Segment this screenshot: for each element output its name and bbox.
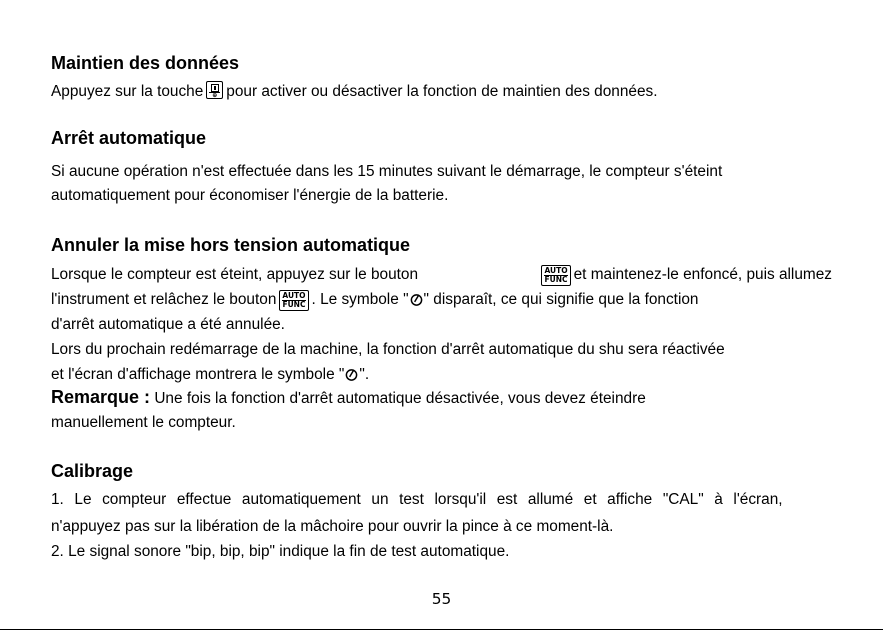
cancel-line4: Lors du prochain redémarrage de la machine, la fonction d'arrêt automatique du shu sera réactivée — [51, 341, 725, 358]
hold-key-icon: ⊕ — [206, 81, 223, 99]
cancel-line3: d'arrêt automatique a été annulée. — [51, 316, 285, 333]
text-fragment: 1. Le compteur effectue automatiquement un test lorsqu'il est allumé et affiche "CAL" à l'écran, — [51, 491, 783, 508]
remark-label: Remarque : — [51, 387, 151, 407]
paragraph-auto-off-line2: automatiquement pour économiser l'énergie de la batterie. — [51, 187, 449, 204]
remark-line — [51, 387, 646, 409]
auto-func-key-icon: AUTO FUNC — [279, 290, 308, 311]
heading-cancel-auto-off: Annuler la mise hors tension automatique — [51, 235, 411, 255]
remark-text: Une fois la fonction d'arrêt automatique désactivée, vous devez éteindre — [154, 390, 646, 407]
paragraph-data-hold — [51, 81, 658, 102]
text-fragment: Lorsque le compteur est éteint, appuyez sur le bouton — [51, 266, 419, 283]
heading-data-hold: Maintien des données — [51, 53, 240, 73]
text-fragment: pour activer ou désactiver la fonction de maintien des données. — [226, 83, 658, 100]
auto-func-key-icon: AUTO FUNC — [541, 265, 570, 286]
cancel-line1 — [51, 265, 832, 286]
auto-power-off-icon — [345, 368, 358, 381]
calibration-line1 — [51, 490, 832, 510]
calibration-line2: n'appuyez pas sur la libération de la mâchoire pour ouvrir la pince à ce moment-là. — [51, 518, 614, 535]
page-number: 55 — [431, 590, 452, 608]
paragraph-auto-off-line1: Si aucune opération n'est effectuée dans les 15 minutes suivant le démarrage, le compteur s'éteint — [51, 163, 723, 180]
footer-divider — [0, 629, 883, 630]
text-fragment: l'instrument et relâchez le bouton AUTO FUNC . Le symbole " " disparaît, ce qui signifie que la fonction — [51, 291, 699, 309]
calibration-line3: 2. Le signal sonore "bip, bip, bip" indique la fin de test automatique. — [51, 543, 510, 560]
text-fragment: AUTO FUNC et maintenez-le enfoncé, puis allumez — [538, 265, 832, 286]
cancel-line2 — [51, 290, 832, 311]
cancel-line7: manuellement le compteur. — [51, 414, 236, 431]
auto-power-off-icon — [410, 293, 423, 306]
cancel-line5: et l'écran d'affichage montrera le symbole " ". — [51, 366, 370, 383]
heading-calibration: Calibrage — [51, 461, 134, 481]
heading-auto-off: Arrêt automatique — [51, 128, 207, 148]
text-fragment: Appuyez sur la touche — [51, 83, 204, 100]
